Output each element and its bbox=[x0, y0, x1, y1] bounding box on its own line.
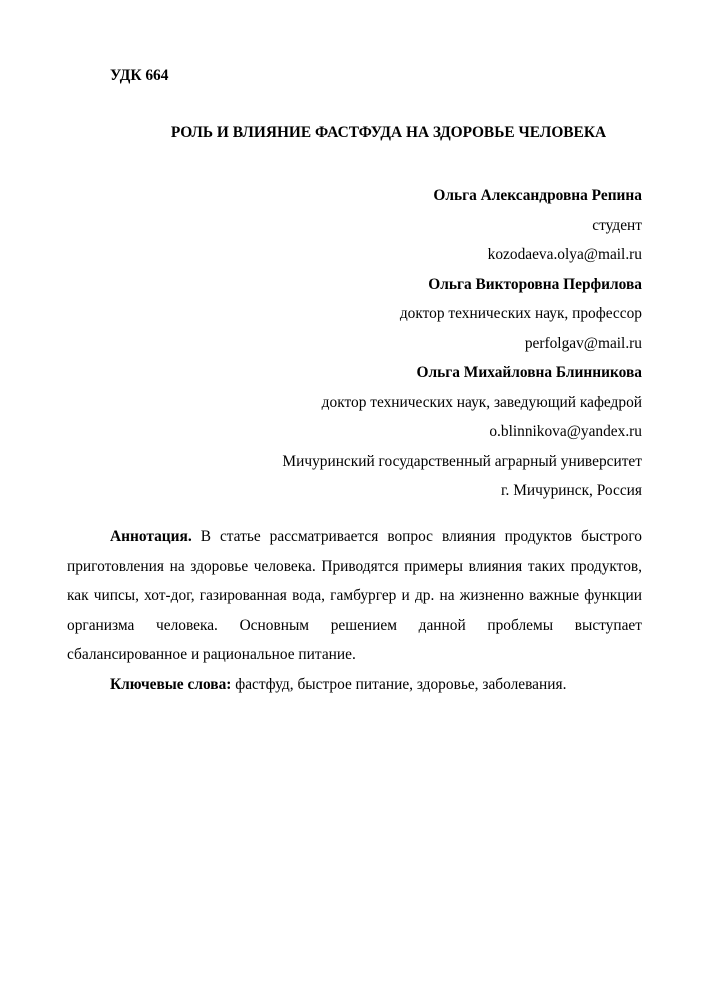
author-name: Ольга Михайловна Блинникова bbox=[416, 364, 642, 381]
author-name: Ольга Александровна Репина bbox=[433, 187, 642, 204]
keywords-text: фастфуд, быстрое питание, здоровье, заболевания. bbox=[231, 675, 567, 693]
author-position: студент bbox=[592, 216, 642, 234]
author-email: perfolgav@mail.ru bbox=[524, 334, 642, 352]
abstract-section bbox=[67, 522, 642, 699]
author-block bbox=[282, 181, 642, 506]
affiliation-university: Мичуринский государственный аграрный университет bbox=[282, 452, 642, 470]
author-name: Ольга Викторовна Перфилова bbox=[428, 275, 642, 293]
abstract-text: В статье рассматривается вопрос влияния продуктов быстрого приготовления на здоровье человека. Приводятся примеры влияния таких продуктов, как чипсы, хот-дог, газированная вода, гамбургер и др. на жизненно важные функции организма человека. Основным решением данной проблемы выступает сбалансированное и рациональное питание. bbox=[67, 528, 642, 663]
author-position: доктор технических наук, заведующий кафедрой bbox=[321, 393, 642, 411]
affiliation-city: г. Мичуринск, Россия bbox=[500, 482, 642, 499]
abstract-paragraph bbox=[67, 522, 642, 670]
author-position: доктор технических наук, профессор bbox=[399, 305, 642, 322]
paper-title: РОЛЬ И ВЛИЯНИЕ ФАСТФУДА НА ЗДОРОВЬЕ ЧЕЛОВЕКА bbox=[170, 124, 607, 141]
author-email: o.blinnikova@yandex.ru bbox=[489, 423, 642, 440]
keywords-label: Ключевые слова: bbox=[110, 675, 232, 693]
udk-code: УДК 664 bbox=[110, 67, 169, 84]
author-email: kozodaeva.olya@mail.ru bbox=[487, 246, 642, 263]
keywords-paragraph bbox=[67, 670, 642, 700]
abstract-label: Аннотация. bbox=[110, 528, 192, 545]
